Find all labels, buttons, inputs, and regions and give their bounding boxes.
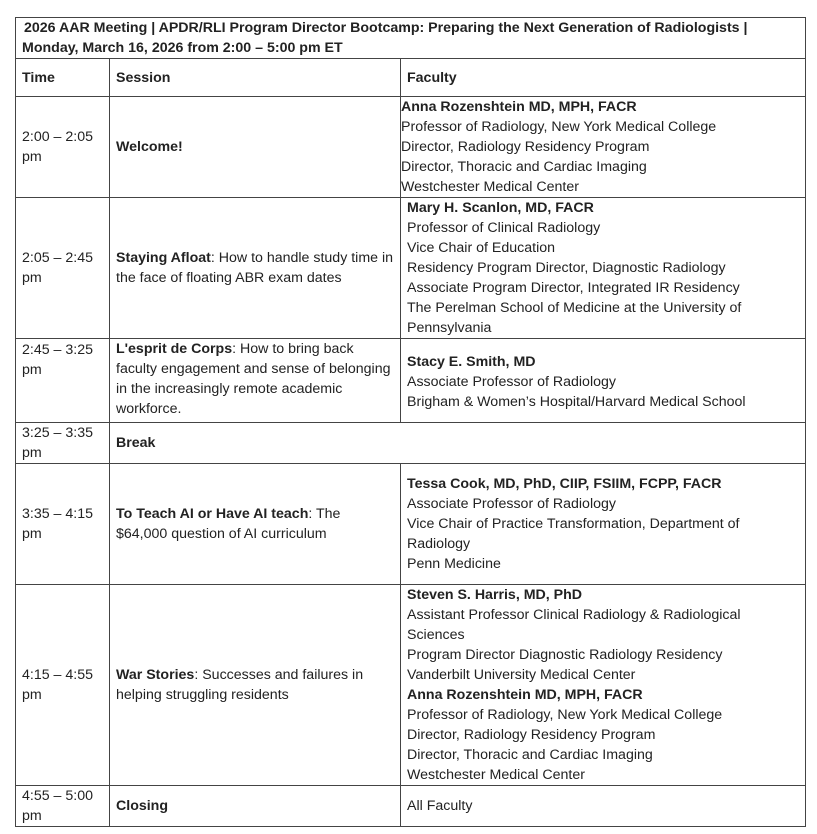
faculty-affiliation: Director, Radiology Residency Program (407, 727, 656, 743)
table-row (16, 786, 806, 827)
faculty-name: Stacy E. Smith, MD (407, 354, 536, 370)
title-row (16, 18, 806, 59)
session-cell (110, 423, 806, 464)
faculty-member (407, 474, 799, 574)
faculty-affiliation: Vice Chair of Practice Transformation, Department of Radiology (407, 516, 740, 552)
session-cell (110, 786, 401, 827)
session-title: Welcome! (116, 139, 183, 155)
faculty-affiliation: Westchester Medical Center (407, 767, 585, 783)
faculty-affiliation: Residency Program Director, Diagnostic Radiology (407, 260, 726, 276)
title-line-1: 2026 AAR Meeting | APDR/RLI Program Director Bootcamp: Preparing the Next Generation of Radiologists | (24, 20, 748, 36)
faculty-name: Tessa Cook, MD, PhD, CIIP, FSIIM, FCPP, FACR (407, 476, 722, 492)
session-description: : How to bring back faculty engagement and sense of belonging in the increasingly remote academic workforce. (116, 341, 391, 417)
faculty-member (407, 685, 799, 785)
faculty-affiliation: Associate Professor of Radiology (407, 496, 616, 512)
faculty-affiliation: Program Director Diagnostic Radiology Residency (407, 647, 723, 663)
session-title: To Teach AI or Have AI teach (116, 506, 309, 522)
faculty-cell (401, 97, 806, 198)
agenda-table (15, 17, 806, 827)
time-cell: 2:05 – 2:45 pm (16, 198, 110, 339)
faculty-cell (401, 198, 806, 339)
faculty-affiliation: Associate Program Director, Integrated IR Residency (407, 280, 740, 296)
table-row (16, 97, 806, 198)
time-cell: 2:00 – 2:05 pm (16, 97, 110, 198)
column-header-faculty: Faculty (401, 59, 806, 97)
faculty-member (401, 97, 799, 197)
faculty-cell (401, 585, 806, 786)
document-title (16, 18, 806, 59)
faculty-affiliation: Vice Chair of Education (407, 240, 556, 256)
time-cell: 2:45 – 3:25 pm (16, 339, 110, 423)
session-cell (110, 198, 401, 339)
column-header-session: Session (110, 59, 401, 97)
time-cell: 3:35 – 4:15 pm (16, 464, 110, 585)
table-row (16, 339, 806, 423)
session-title: Break (116, 435, 156, 451)
session-cell (110, 464, 401, 585)
faculty-affiliation: Assistant Professor Clinical Radiology & Radiological Sciences (407, 607, 741, 643)
session-description: : Successes and failures in helping struggling residents (116, 667, 364, 703)
faculty-name: Mary H. Scanlon, MD, FACR (407, 200, 594, 216)
session-title: Staying Afloat (116, 250, 211, 266)
faculty-affiliation: Westchester Medical Center (401, 179, 579, 195)
time-cell: 4:55 – 5:00 pm (16, 786, 110, 827)
faculty-affiliation: Professor of Clinical Radiology (407, 220, 601, 236)
session-cell (110, 97, 401, 198)
faculty-name: Anna Rozenshtein MD, MPH, FACR (401, 99, 637, 115)
session-title: Closing (116, 798, 169, 814)
faculty-cell (401, 786, 806, 827)
faculty-affiliation: Brigham & Women’s Hospital/Harvard Medical School (407, 394, 746, 410)
column-header-time: Time (16, 59, 110, 97)
table-row (16, 464, 806, 585)
faculty-member (407, 585, 799, 685)
title-line-2: Monday, March 16, 2026 from 2:00 – 5:00 pm ET (22, 40, 343, 56)
session-title: L'esprit de Corps (116, 341, 233, 357)
session-description: : How to handle study time in the face of floating ABR exam dates (116, 250, 394, 286)
faculty-affiliation: Penn Medicine (407, 556, 501, 572)
faculty-name: Anna Rozenshtein MD, MPH, FACR (407, 687, 643, 703)
table-row (16, 198, 806, 339)
table-row (16, 423, 806, 464)
session-cell (110, 585, 401, 786)
faculty-affiliation: Professor of Radiology, New York Medical College (407, 707, 723, 723)
session-description: : The $64,000 question of AI curriculum (116, 506, 341, 542)
faculty-member (407, 198, 799, 338)
faculty-affiliation: Director, Thoracic and Cardiac Imaging (407, 747, 653, 763)
session-title: War Stories (116, 667, 195, 683)
time-cell: 3:25 – 3:35 pm (16, 423, 110, 464)
session-cell (110, 339, 401, 423)
faculty-member (407, 352, 799, 412)
faculty-affiliation: The Perelman School of Medicine at the University of Pennsylvania (407, 300, 742, 336)
faculty-affiliation: Vanderbilt University Medical Center (407, 667, 636, 683)
faculty-cell (401, 339, 806, 423)
faculty-affiliation: Associate Professor of Radiology (407, 374, 616, 390)
faculty-cell (401, 464, 806, 585)
time-cell: 4:15 – 4:55 pm (16, 585, 110, 786)
faculty-affiliation: Director, Thoracic and Cardiac Imaging (401, 159, 647, 175)
table-row (16, 585, 806, 786)
faculty-affiliation: Professor of Radiology, New York Medical College (401, 119, 717, 135)
faculty-all: All Faculty (407, 798, 473, 814)
faculty-affiliation: Director, Radiology Residency Program (401, 139, 650, 155)
faculty-name: Steven S. Harris, MD, PhD (407, 587, 583, 603)
column-header-row (16, 59, 806, 97)
